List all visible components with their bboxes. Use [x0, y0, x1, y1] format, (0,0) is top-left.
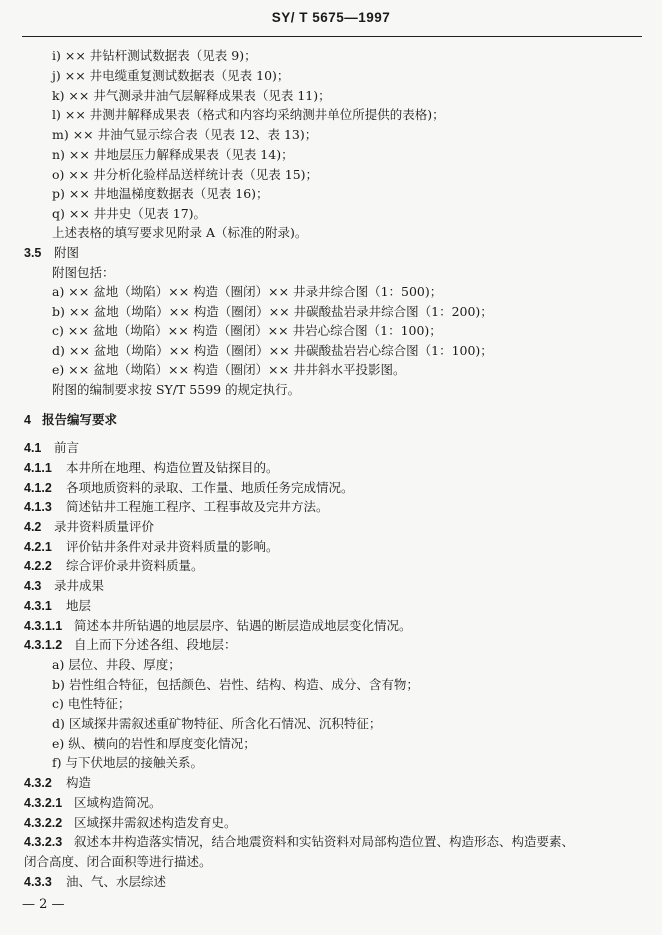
section-number: 4.3.2: [24, 776, 52, 790]
chapter-heading: [24, 411, 117, 429]
document-code-header: SY/ T 5675—1997: [271, 10, 391, 25]
paragraph: 上述表格的填写要求见附录 A（标准的附录)。: [52, 225, 308, 240]
section-text: 本井所在地理、构造位置及钻探目的。: [66, 460, 279, 475]
list-item: b) 岩性组合特征，包括颜色、岩性、结构、构造、成分、含有物；: [52, 677, 419, 692]
section-heading: [24, 873, 166, 891]
section-number: 4.3.1.1: [24, 619, 63, 633]
paragraph: 附图包括：: [52, 265, 115, 280]
list-item: l) ×× 井测井解释成果表（格式和内容均采纳测井单位所提供的表格)；: [52, 107, 445, 122]
section-heading: [24, 557, 204, 575]
section-number: 4.3.1.2: [24, 638, 63, 652]
list-item: f) 与下伏地层的接触关系。: [52, 755, 203, 770]
section-title: 附图: [54, 245, 80, 260]
section-heading: [24, 459, 279, 477]
section-heading: [24, 833, 574, 851]
section-number: 4.3.2.1: [24, 796, 63, 810]
section-heading: [24, 636, 237, 654]
list-item: e) 纵、横向的岩性和厚度变化情况；: [52, 736, 256, 751]
section-heading: [24, 538, 279, 556]
section-number: 4.3: [24, 579, 42, 593]
list-item: p) ×× 井地温梯度数据表（见表 16)；: [52, 186, 269, 201]
list-item: e) ×× 盆地（坳陷）×× 构造（圈闭）×× 井井斜水平投影图。: [52, 362, 406, 377]
list-item: b) ×× 盆地（坳陷）×× 构造（圈闭）×× 井碳酸盐岩录井综合图（1：200)；: [52, 304, 493, 319]
section-text: 评价钻井条件对录井资料质量的影响。: [66, 539, 279, 554]
list-item: n) ×× 井地层压力解释成果表（见表 14)；: [52, 147, 294, 162]
list-item: j) ×× 井电缆重复测试数据表（见表 10)；: [52, 68, 290, 83]
section-number: 4.1.2: [24, 481, 52, 495]
section-heading: [24, 794, 162, 812]
section-number: 4.1: [24, 441, 42, 455]
section-text: 简述钻井工程施工程序、工程事故及完井方法。: [66, 499, 329, 514]
section-text: 区域探井需叙述构造发育史。: [74, 815, 237, 830]
section-number: 4.3.3: [24, 875, 52, 889]
section-text: 综合评价录井资料质量。: [66, 558, 204, 573]
section-title: 油、气、水层综述: [66, 874, 167, 889]
paragraph: 附图的编制要求按 SY/T 5599 的规定执行。: [52, 382, 301, 397]
section-number: 4.2.1: [24, 540, 52, 554]
section-number: 4.1.3: [24, 500, 52, 514]
section-title: 录井成果: [54, 578, 105, 593]
section-heading: [24, 814, 237, 832]
chapter-number: 4: [24, 413, 31, 427]
section-text: 自上而下分述各组、段地层：: [74, 637, 237, 652]
page-number: — 2 —: [22, 897, 65, 912]
section-heading: [24, 774, 91, 792]
section-text: 简述本井所钻遇的地层层序、钻遇的断层造成地层变化情况。: [74, 618, 412, 633]
section-number: 4.2.2: [24, 559, 52, 573]
section-title: 录井资料质量评价: [54, 519, 155, 534]
section-number: 4.3.2.3: [24, 835, 63, 849]
list-item: i) ×× 井钻杆测试数据表（见表 9)；: [52, 48, 257, 63]
list-item: a) ×× 盆地（坳陷）×× 构造（圈闭）×× 井录井综合图（1：500)；: [52, 284, 443, 299]
list-item: d) ×× 盆地（坳陷）×× 构造（圈闭）×× 井碳酸盐岩岩心综合图（1：100)；: [52, 343, 493, 358]
section-heading: [24, 244, 79, 262]
list-item: m) ×× 井油气显示综合表（见表 12、表 13)；: [52, 127, 318, 142]
section-number: 4.1.1: [24, 461, 52, 475]
section-heading: [24, 498, 329, 516]
section-title: 前言: [54, 440, 80, 455]
list-item: c) 电性特征；: [52, 696, 131, 711]
list-item: d) 区域探井需叙述重矿物特征、所含化石情况、沉积特征；: [52, 716, 382, 731]
header-rule: [22, 36, 642, 37]
section-heading: [24, 617, 412, 635]
section-heading: [24, 439, 79, 457]
section-number: 3.5: [24, 246, 42, 260]
section-number: 4.3.1: [24, 599, 52, 613]
section-number: 4.2: [24, 520, 42, 534]
section-heading: [24, 597, 91, 615]
list-item: q) ×× 井井史（见表 17)。: [52, 206, 207, 221]
list-item: k) ×× 井气测录井油气层解释成果表（见表 11)；: [52, 88, 331, 103]
paragraph-continuation: 闭合高度、闭合面积等进行描述。: [24, 854, 212, 869]
section-heading: [24, 577, 104, 595]
section-text: 各项地质资料的录取、工作量、地质任务完成情况。: [66, 480, 354, 495]
section-number: 4.3.2.2: [24, 816, 63, 830]
list-item: a) 层位、井段、厚度；: [52, 657, 181, 672]
chapter-title: 报告编写要求: [42, 412, 118, 427]
section-heading: [24, 518, 154, 536]
section-text: 区域构造简况。: [74, 795, 162, 810]
section-title: 地层: [66, 598, 92, 613]
list-item: c) ×× 盆地（坳陷）×× 构造（圈闭）×× 井岩心综合图（1：100)；: [52, 323, 442, 338]
section-text: 叙述本井构造落实情况，结合地震资料和实钻资料对局部构造位置、构造形态、构造要素、: [74, 834, 575, 849]
section-heading: [24, 479, 354, 497]
list-item: o) ×× 井分析化验样品送样统计表（见表 15)；: [52, 167, 319, 182]
section-title: 构造: [66, 775, 92, 790]
